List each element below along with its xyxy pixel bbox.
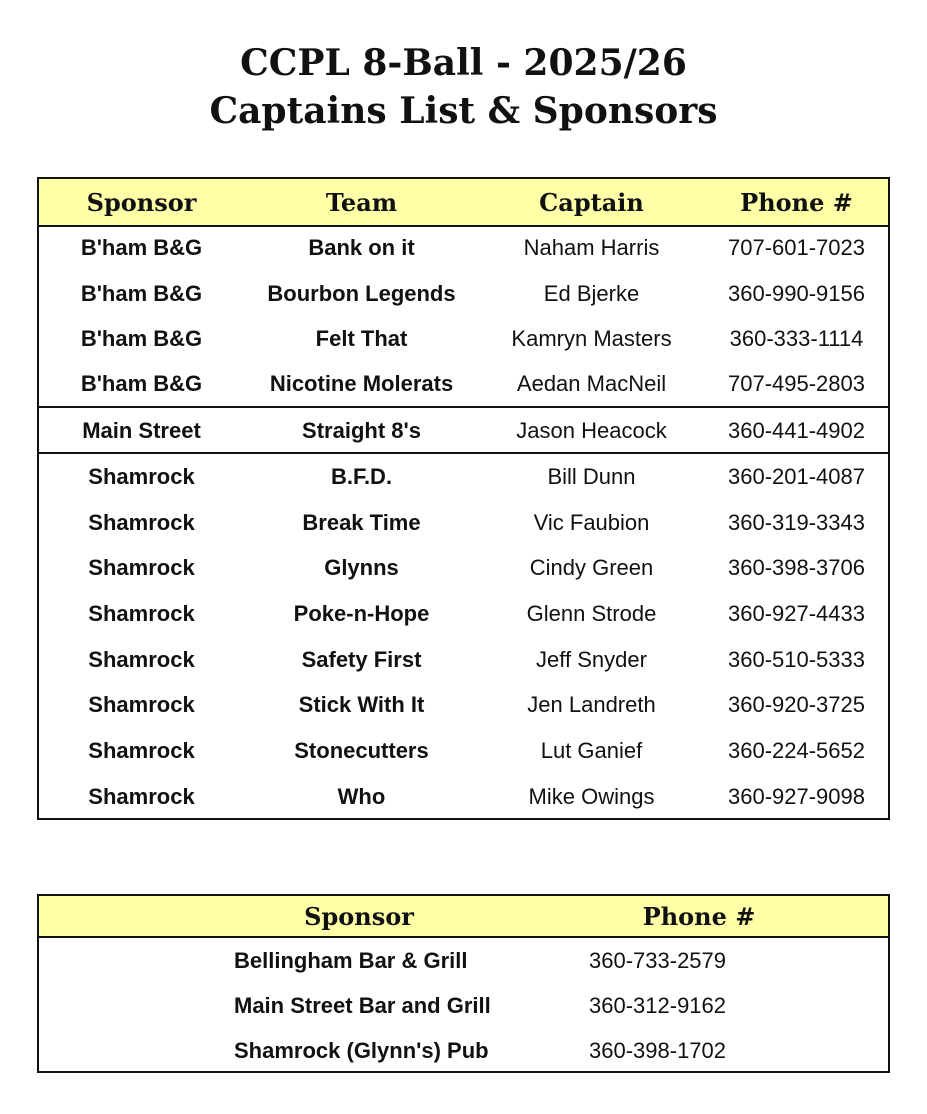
cell-captain: Lut Ganief [540,738,643,763]
cell-team: Bourbon Legends [267,281,456,306]
table-row [39,454,888,499]
cell-captain: Jason Heacock [516,418,667,443]
header-phone: Phone # [642,902,756,931]
table-row [39,500,888,545]
table-row [39,408,888,453]
cell-captain: Cindy Green [529,555,654,580]
cell-phone: 360-927-4433 [727,601,865,626]
cell-sponsor-name: Main Street Bar and Grill [234,993,491,1018]
cell-sponsor: B'ham B&G [80,235,203,260]
header-team: Team [325,188,398,217]
cell-captain: Vic Faubion [533,510,650,535]
captains-table [37,177,890,820]
cell-sponsor: Shamrock [88,738,195,763]
page-title-line2: Captains List & Sponsors [209,90,718,132]
cell-sponsor-name: Shamrock (Glynn's) Pub [234,1038,489,1063]
cell-phone: 360-441-4902 [727,418,865,443]
sponsors-table-header [39,896,888,938]
cell-captain: Jen Landreth [527,692,656,717]
cell-captain: Glenn Strode [526,601,657,626]
table-row [39,361,888,406]
cell-team: Stonecutters [294,738,429,763]
cell-sponsor: Shamrock [88,692,195,717]
sponsors-table [37,894,890,1073]
table-row [39,728,888,773]
cell-sponsor: Shamrock [88,601,195,626]
cell-sponsor: Main Street [82,418,201,443]
cell-phone: 360-333-1114 [729,326,864,351]
cell-captain: Mike Owings [528,784,655,809]
table-row [39,271,888,316]
cell-phone: 707-495-2803 [727,371,865,396]
cell-sponsor: B'ham B&G [80,371,203,396]
cell-sponsor: Shamrock [88,464,195,489]
captains-table-header [39,179,888,227]
cell-captain: Jeff Snyder [536,647,647,672]
cell-team: Bank on it [308,235,415,260]
cell-phone: 360-927-9098 [727,784,865,809]
cell-team: Stick With It [298,692,425,717]
cell-team: Break Time [302,510,421,535]
cell-sponsor-phone: 360-312-9162 [589,993,727,1018]
cell-sponsor: Shamrock [88,510,195,535]
cell-sponsor-name: Bellingham Bar & Grill [234,948,468,973]
page-title-line1: CCPL 8-Ball - 2025/26 [240,42,687,84]
cell-phone: 360-201-4087 [727,464,865,489]
cell-sponsor: Shamrock [88,555,195,580]
cell-sponsor: B'ham B&G [80,326,203,351]
table-row [39,316,888,361]
table-row [39,637,888,682]
cell-team: Straight 8's [302,418,421,443]
cell-sponsor-phone: 360-398-1702 [589,1038,727,1063]
cell-team: Poke-n-Hope [293,601,430,626]
cell-captain: Naham Harris [523,235,660,260]
cell-team: Who [337,784,386,809]
cell-phone: 360-920-3725 [727,692,865,717]
cell-phone: 360-224-5652 [727,738,865,763]
cell-captain: Ed Bjerke [543,281,640,306]
table-row [39,591,888,636]
cell-sponsor: Shamrock [88,784,195,809]
cell-team: Safety First [301,647,422,672]
cell-team: Nicotine Molerats [269,371,454,396]
cell-sponsor: Shamrock [88,647,195,672]
table-row [39,983,888,1028]
cell-team: Glynns [324,555,399,580]
header-sponsor: Sponsor [304,902,414,931]
cell-phone: 360-398-3706 [727,555,865,580]
header-phone: Phone # [740,188,853,217]
table-row [39,225,888,270]
cell-captain: Bill Dunn [547,464,636,489]
header-captain: Captain [539,188,644,217]
table-row [39,774,888,819]
cell-phone: 360-319-3343 [727,510,865,535]
cell-phone: 360-510-5333 [727,647,865,672]
cell-sponsor: B'ham B&G [80,281,203,306]
table-row [39,938,888,983]
table-row [39,545,888,590]
cell-team: Felt That [315,326,408,351]
group-divider [39,452,888,454]
cell-phone: 707-601-7023 [727,235,865,260]
group-divider [39,406,888,408]
cell-sponsor-phone: 360-733-2579 [589,948,727,973]
table-row [39,682,888,727]
cell-team: B.F.D. [330,464,393,489]
cell-captain: Aedan MacNeil [516,371,667,396]
table-row [39,1028,888,1073]
cell-captain: Kamryn Masters [511,326,672,351]
header-sponsor: Sponsor [86,188,197,217]
cell-phone: 360-990-9156 [727,281,865,306]
